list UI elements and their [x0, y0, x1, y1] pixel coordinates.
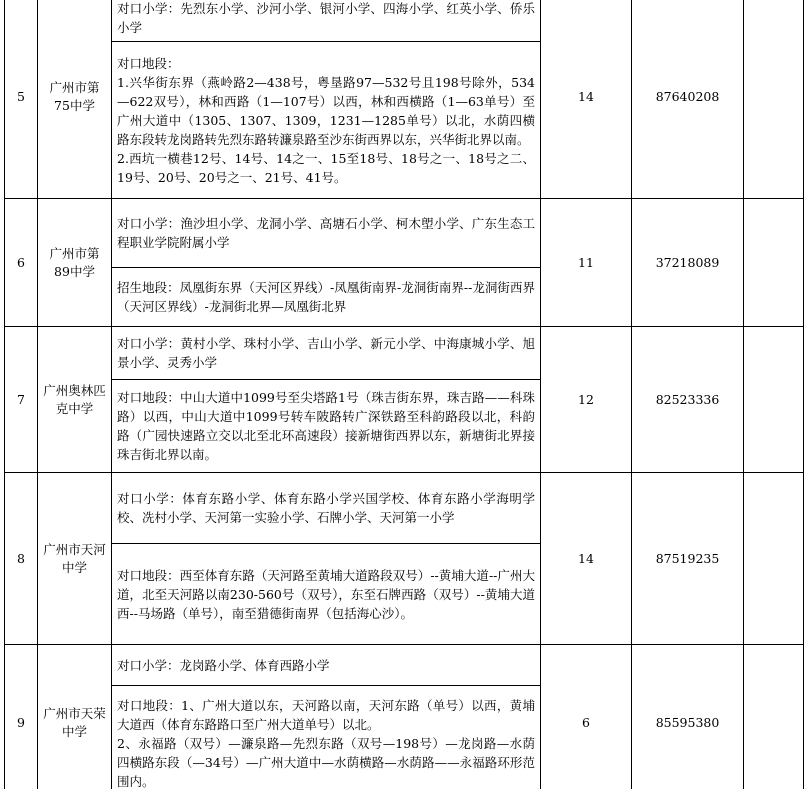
primary-schools: 对口小学：体育东路小学、体育东路小学兴国学校、体育东路小学海明学校、冼村小学、天河第一实验小学、石牌小学、天河第一小学 — [112, 473, 541, 544]
area-line: 2、永福路（双号）—濂泉路—先烈东路（双号—198号）—龙岗路—水荫四横路东段（—34号）—广州大道中—水荫横路—水荫路——永福路环形范围内。 — [117, 735, 535, 789]
row-number: 9 — [5, 645, 38, 789]
note-cell — [744, 199, 804, 327]
class-count: 11 — [541, 199, 632, 327]
phone-number: 82523336 — [632, 327, 744, 473]
phone-number: 87640208 — [632, 0, 744, 199]
class-count: 14 — [541, 0, 632, 199]
row-number: 5 — [5, 0, 38, 199]
phone-number: 85595380 — [632, 645, 744, 789]
school-zone-table — [4, 0, 804, 789]
school-name: 广州市天河中学 — [38, 473, 112, 645]
table-row — [5, 645, 804, 686]
enrollment-area — [112, 544, 541, 645]
class-count: 14 — [541, 473, 632, 645]
area-line: 对口地段： — [117, 55, 180, 71]
area-line: 对口地段：西至体育东路（天河路至黄埔大道路段双号）--黄埔大道--广州大道，北至天河路以南230-560号（双号），东至石牌西路（双号）--黄埔大道西--马场路（单号），南至猎德街南界（包括海心沙）。 — [117, 567, 535, 621]
school-name: 广州市天荣中学 — [38, 645, 112, 789]
area-line: 2.西坑一横巷12号、14号、14之一、15至18号、18号之一、18号之二、19号、20号、20号之一、21号、41号。 — [117, 150, 535, 185]
area-line: 招生地段：凤凰街东界（天河区界线）-凤凰街南界-龙洞街南界--龙洞街西界（天河区界线）-龙洞街北界—凤凰街北界 — [117, 280, 535, 314]
class-count: 12 — [541, 327, 632, 473]
row-number: 6 — [5, 199, 38, 327]
table-row — [5, 199, 804, 268]
row-number: 8 — [5, 473, 38, 645]
table-row — [5, 473, 804, 544]
class-count: 6 — [541, 645, 632, 789]
area-line: 1.兴华街东界（燕岭路2—438号，粤垦路97—532号且198号除外，534—622双号），林和西路（1—107号）以西，林和西横路（1—63单号）至广州大道中（1305、1307、1309，1231—1285单号）以北，水荫四横路东段转龙岗路转先烈东路转濂泉路至沙东街西界以东，兴华街北界以南。 — [117, 74, 535, 147]
enrollment-area — [112, 380, 541, 473]
primary-schools: 对口小学：龙岗路小学、体育西路小学 — [112, 645, 541, 686]
row-number: 7 — [5, 327, 38, 473]
area-line: 对口地段：中山大道中1099号至尖塔路1号（珠吉街东界，珠吉路——科珠路）以西，中山大道中1099号转车陂路转广深铁路至科韵路段以北，科韵路（广园快速路立交以北至北环高速段）接新塘街西界以东，新塘街北界接珠吉街北界以南。 — [117, 390, 535, 462]
area-line: 对口地段：1、广州大道以东，天河路以南，天河东路（单号）以西，黄埔大道西（体育东路路口至广州大道单号）以北。 — [117, 697, 535, 732]
enrollment-area — [112, 268, 541, 327]
enrollment-area — [112, 42, 541, 199]
note-cell — [744, 0, 804, 199]
note-cell — [744, 645, 804, 789]
table-row — [5, 327, 804, 380]
note-cell — [744, 473, 804, 645]
primary-schools: 对口小学：渔沙坦小学、龙洞小学、高塘石小学、柯木塱小学、广东生态工程职业学院附属小学 — [112, 199, 541, 268]
note-cell — [744, 327, 804, 473]
enrollment-area — [112, 686, 541, 789]
school-name: 广州奥林匹克中学 — [38, 327, 112, 473]
primary-schools: 对口小学：黄村小学、珠村小学、吉山小学、新元小学、中海康城小学、旭景小学、灵秀小学 — [112, 327, 541, 380]
school-name: 广州市第75中学 — [38, 0, 112, 199]
school-name: 广州市第89中学 — [38, 199, 112, 327]
primary-schools: 对口小学：先烈东小学、沙河小学、银河小学、四海小学、红英小学、侨乐小学 — [112, 0, 541, 42]
phone-number: 87519235 — [632, 473, 744, 645]
phone-number: 37218089 — [632, 199, 744, 327]
table-row — [5, 0, 804, 42]
